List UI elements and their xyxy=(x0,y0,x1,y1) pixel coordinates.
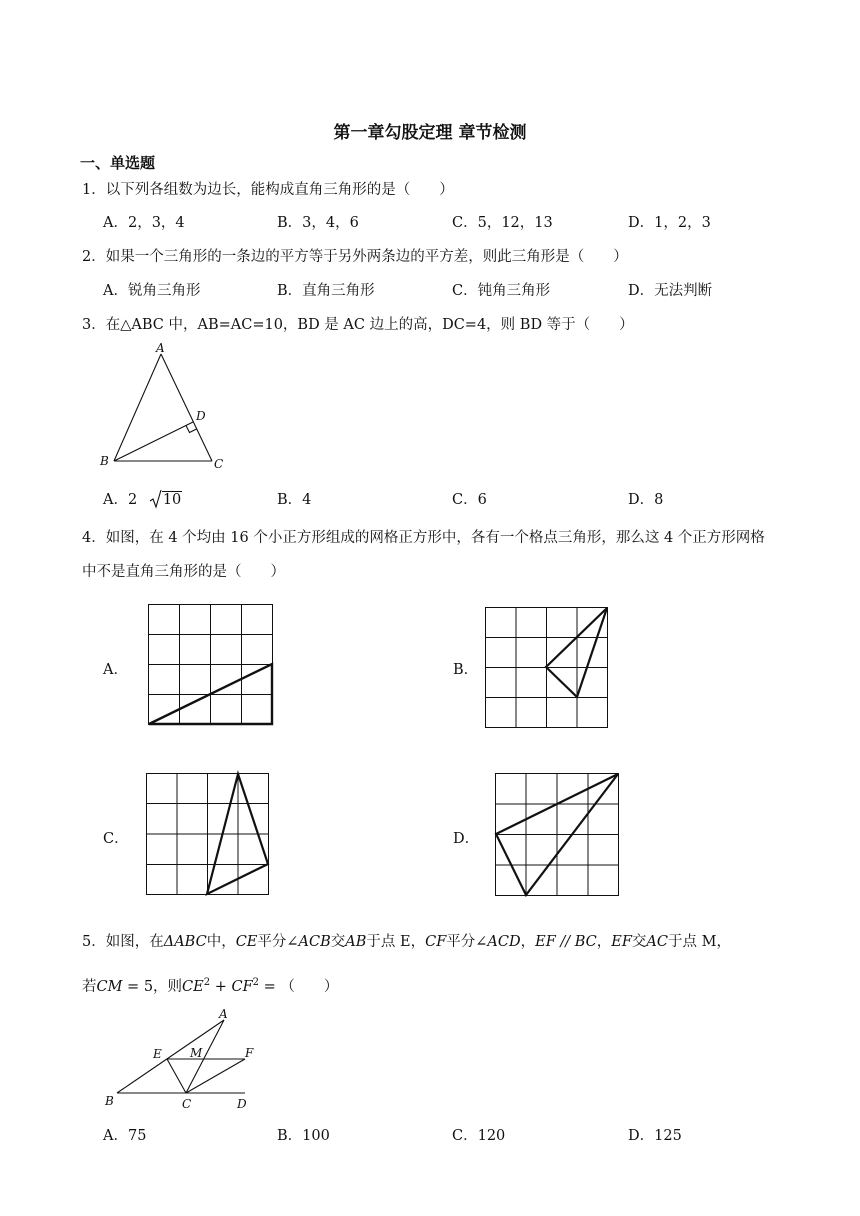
q3-option-a-radicand: 10 xyxy=(162,492,182,508)
q5-label-c: C xyxy=(182,1097,192,1111)
q5-math: EF xyxy=(611,934,632,950)
q3-label-d: D xyxy=(196,409,206,423)
q2-option-a: A．锐角三角形 xyxy=(103,283,201,299)
q2-option-c: C．钝角三角形 xyxy=(452,283,551,299)
q3-option-d: D．8 xyxy=(628,492,664,508)
q5-math: EF // BC xyxy=(535,934,597,950)
q5-option-b: B．100 xyxy=(277,1128,330,1144)
q5-text: = （ ） xyxy=(259,978,339,995)
question-4-stem-line-1: 4．如图，在 4 个均由 16 个小正方形组成的网格正方形中，各有一个格点三角形，那么这 4 个正方形网格 xyxy=(82,530,765,546)
q5-option-d: D．125 xyxy=(628,1128,682,1144)
q5-text: ， xyxy=(520,934,536,950)
q5-math: CE xyxy=(182,978,204,995)
q5-math: ΔABC xyxy=(163,934,207,950)
q5-math: ∠ACB xyxy=(286,934,331,950)
q5-option-c: C．120 xyxy=(452,1128,506,1144)
q5-text: + xyxy=(210,978,232,995)
q4-grid-d xyxy=(495,773,620,897)
question-4-stem-line-2: 中不是直角三角形的是（ ） xyxy=(82,564,285,580)
q5-text: ， xyxy=(596,934,612,950)
question-1-stem: 1．以下列各组数为边长，能构成直角三角形的是（ ） xyxy=(82,182,454,198)
q5-label-m: M xyxy=(190,1046,203,1060)
q5-text: 于点 E， xyxy=(366,934,426,950)
q4-option-c-label: C． xyxy=(103,831,129,847)
sqrt-symbol-icon xyxy=(150,489,182,510)
q5-math: AC xyxy=(646,934,668,950)
q5-text: 平分 xyxy=(446,934,476,950)
q3-triangle-figure xyxy=(95,340,245,475)
q3-option-a-prefix: A．2 xyxy=(103,492,138,508)
q3-label-c: C xyxy=(214,457,224,471)
q1-option-b: B．3，4，6 xyxy=(277,215,359,231)
q1-option-c: C．5，12，13 xyxy=(452,215,553,231)
q2-option-d: D．无法判断 xyxy=(628,283,713,299)
q4-grid-b xyxy=(485,607,609,729)
q3-option-a xyxy=(103,489,182,510)
q5-math: CF xyxy=(231,978,253,995)
q5-label-a: A xyxy=(219,1007,228,1021)
question-3-stem: 3．在△ABC 中，AB=AC=10，BD 是 AC 边上的高，DC=4，则 BD 等于（ ） xyxy=(82,317,634,333)
q5-text: 平分 xyxy=(257,934,287,950)
q5-text: 中， xyxy=(206,934,236,950)
q5-superscript: 2 xyxy=(203,977,211,988)
q3-label-b: B xyxy=(100,454,109,468)
q5-text: 交 xyxy=(330,934,346,950)
q5-superscript: 2 xyxy=(252,977,260,988)
q4-option-a-label: A． xyxy=(103,662,128,678)
q5-math: AB xyxy=(345,934,367,950)
q5-figure xyxy=(100,1005,260,1115)
q5-math: ∠ACD xyxy=(475,934,521,950)
q5-label-d: D xyxy=(237,1097,247,1111)
q5-text: 若 xyxy=(82,978,97,995)
question-5-stem-line-2 xyxy=(82,973,338,997)
q5-label-b: B xyxy=(105,1094,114,1108)
q5-label-f: F xyxy=(245,1046,254,1060)
q1-option-a: A．2，3，4 xyxy=(103,215,185,231)
q5-text: 5．如图，在 xyxy=(82,934,164,950)
q1-option-d: D．1，2，3 xyxy=(628,215,711,231)
q2-option-b: B．直角三角形 xyxy=(277,283,375,299)
section-heading: 一、单选题 xyxy=(80,154,156,172)
page-title: 第一章勾股定理 章节检测 xyxy=(333,123,527,143)
q5-text: = 5，则 xyxy=(122,978,183,995)
q5-text: 于点 M， xyxy=(668,934,731,950)
q3-option-b: B．4 xyxy=(277,492,312,508)
q5-math: CM xyxy=(96,978,123,995)
q4-grid-c xyxy=(146,773,270,896)
q5-math: CF xyxy=(425,934,447,950)
q4-option-d-label: D． xyxy=(453,831,480,847)
q5-math: CE xyxy=(235,934,258,950)
q5-label-e: E xyxy=(153,1047,162,1061)
q3-label-a: A xyxy=(156,341,165,355)
q4-grid-a xyxy=(148,604,274,726)
q5-text: 交 xyxy=(631,934,647,950)
q3-option-c: C．6 xyxy=(452,492,487,508)
q4-option-b-label: B． xyxy=(453,662,479,678)
question-2-stem: 2．如果一个三角形的一条边的平方等于另外两条边的平方差，则此三角形是（ ） xyxy=(82,249,628,265)
question-5-stem-line-1 xyxy=(82,932,731,952)
q5-option-a: A．75 xyxy=(103,1128,147,1144)
